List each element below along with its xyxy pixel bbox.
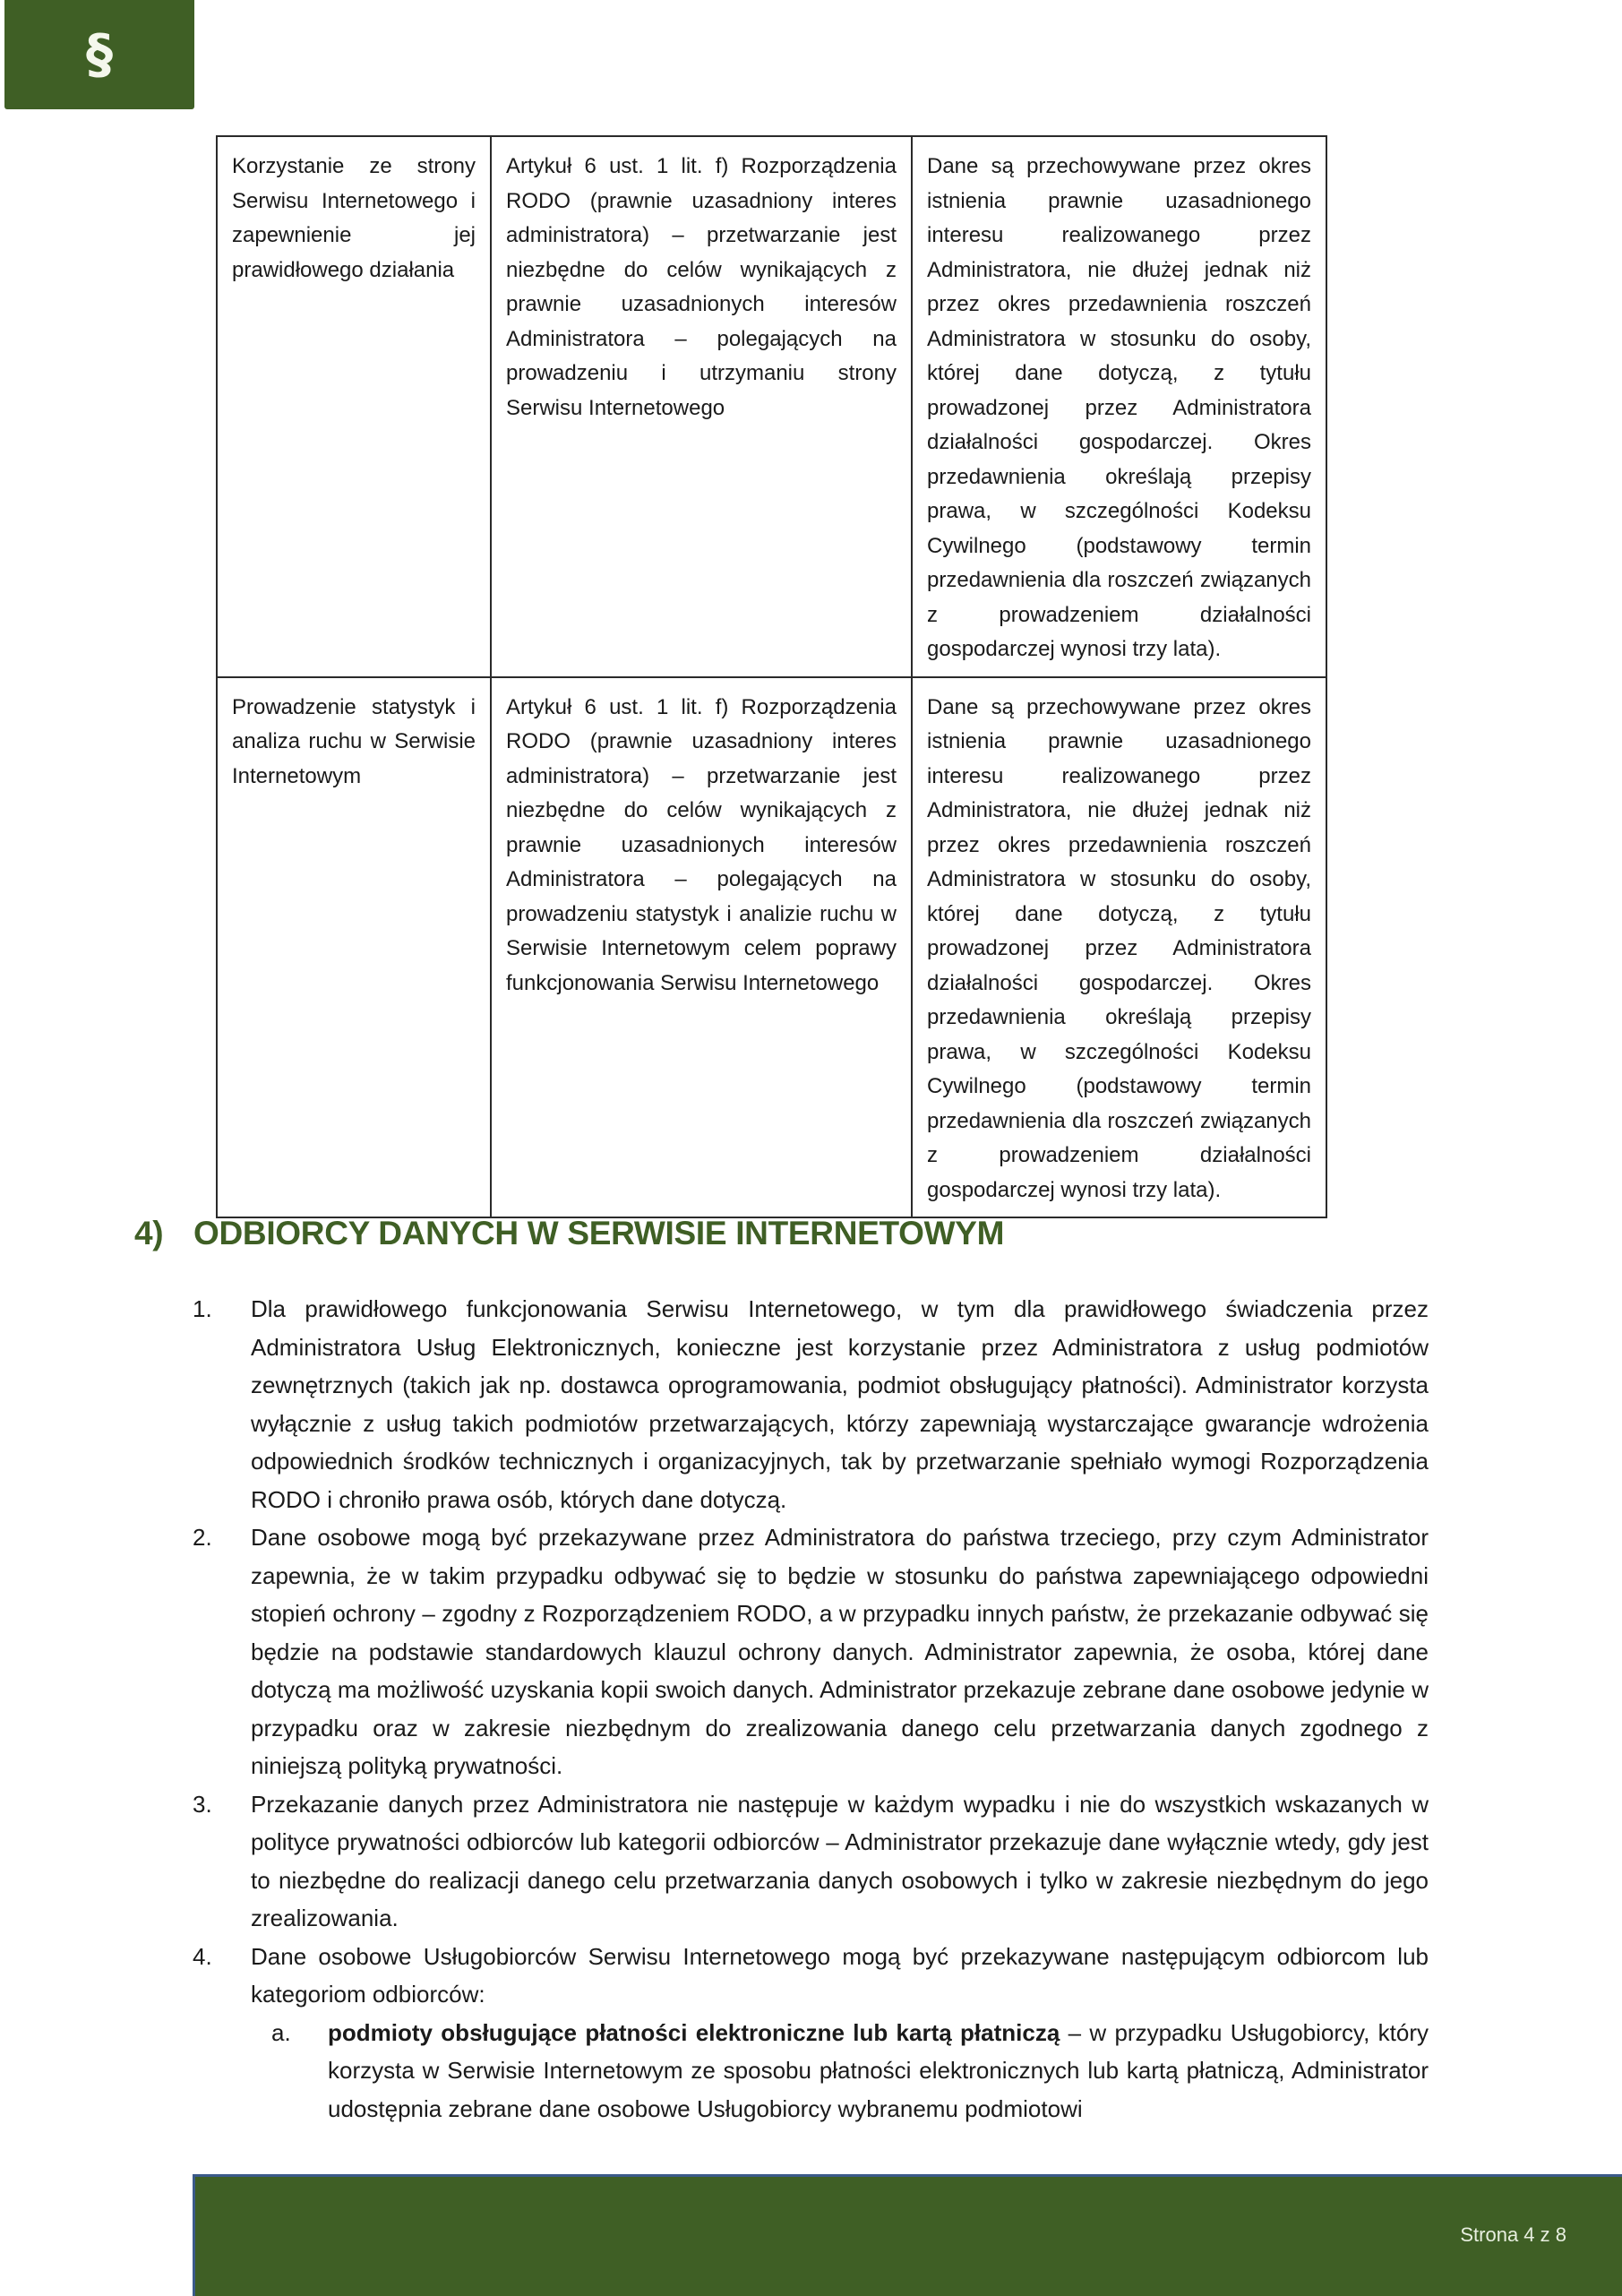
sub-list-marker: a.	[271, 2018, 291, 2046]
list-item	[193, 1938, 1429, 2014]
list-marker: 3.	[193, 1790, 212, 1818]
list-item-text: Dla prawidłowego funkcjonowania Serwisu Internetowego, w tym dla prawidłowego świadczenia przez Administratora Usług Elektronicznych, konieczne jest korzystanie przez Administratora z usług podmiotów zewnętrznych (takich jak np. dostawca oprogramowania, podmiot obsługujący płatności). Administrator korzysta wyłącznie z usług takich podmiotów przetwarzających, którzy zapewniają wystarczające gwarancje wdrożenia odpowiednich środków technicznych i organizacyjnych, tak by przetwarzanie spełniało wymogi Rozporządzenia RODO i chroniło prawa osób, których dane dotyczą.	[251, 1295, 1429, 1513]
processing-purposes-table	[216, 135, 1327, 1218]
list-item	[193, 1290, 1429, 1518]
recipients-list	[193, 1290, 1429, 2128]
section-number: 4)	[134, 1215, 164, 1251]
legal-basis-cell: Artykuł 6 ust. 1 lit. f) Rozporządzenia RODO (prawnie uzasadniony interes administratora) – przetwarzanie jest niezbędne do celów wynikających z prawnie uzasadnionych interesów Administratora – polegających na prowadzeniu statystyk i analizie ruchu w Serwisie Internetowym celem poprawy funkcjonowania Serwisu Internetowego	[491, 677, 912, 1218]
purpose-cell: Prowadzenie statystyk i analiza ruchu w Serwisie Internetowym	[217, 677, 491, 1218]
list-item-text: Dane osobowe mogą być przekazywane przez Administratora do państwa trzeciego, przy czym Administrator zapewnia, że w takim przypadku odbywać się to będzie w stosunku do państwa zapewniającego odpowiedni stopień ochrony – zgodny z Rozporządzeniem RODO, a w przypadku innych państw, że przekazanie odbywać się będzie na podstawie standardowych klauzul ochrony danych. Administrator zapewnia, że osoba, której dane dotyczą ma możliwość uzyskania kopii swoich danych. Administrator przekazuje zebrane dane osobowe jedynie w przypadku oraz w zakresie niezbędnym do zrealizowania danego celu przetwarzania danych zgodnego z niniejszą polityką prywatności.	[251, 1524, 1429, 1779]
sub-list-item-text: – w przypadku Usługobiorcy, który korzysta w Serwisie Internetowym ze sposobu płatności elektronicznych lub kartą płatniczą, Administrator udostępnia zebrane dane osobowe Usługobiorcy wybranemu podmiotowi	[328, 2018, 1429, 2122]
list-marker: 1.	[193, 1295, 212, 1322]
retention-cell: Dane są przechowywane przez okres istnienia prawnie uzasadnionego interesu realizowanego przez Administratora, nie dłużej jednak niż przez okres przedawnienia roszczeń Administratora w stosunku do osoby, której dane dotyczą, z tytułu prowadzonej przez Administratora działalności gospodarczej. Okres przedawnienia określają przepisy prawa, w szczególności Kodeksu Cywilnego (podstawowy termin przedawnienia dla roszczeń związanych z prowadzeniem działalności gospodarczej wynosi trzy lata).	[912, 677, 1326, 1218]
sub-list-item-heading: podmioty obsługujące płatności elektroniczne lub kartą płatniczą	[328, 2018, 1060, 2046]
list-item	[193, 1518, 1429, 1785]
legal-basis-cell: Artykuł 6 ust. 1 lit. f) Rozporządzenia RODO (prawnie uzasadniony interes administratora) – przetwarzanie jest niezbędne do celów wynikających z prawnie uzasadnionych interesów Administratora – polegających na prowadzeniu i utrzymaniu strony Serwisu Internetowego	[491, 136, 912, 677]
page-number: Strona 4 z 8	[1460, 2223, 1566, 2246]
page-footer	[193, 2174, 1622, 2296]
section-heading	[134, 1215, 1004, 1252]
section-title: ODBIORCY DANYCH W SERWISIE INTERNETOWYM	[193, 1215, 1005, 1251]
logo	[4, 0, 194, 109]
retention-cell: Dane są przechowywane przez okres istnienia prawnie uzasadnionego interesu realizowanego przez Administratora, nie dłużej jednak niż przez okres przedawnienia roszczeń Administratora w stosunku do osoby, której dane dotyczą, z tytułu prowadzonej przez Administratora działalności gospodarczej. Okres przedawnienia określają przepisy prawa, w szczególności Kodeksu Cywilnego (podstawowy termin przedawnienia dla roszczeń związanych z prowadzeniem działalności gospodarczej wynosi trzy lata).	[912, 136, 1326, 677]
table-row	[217, 136, 1326, 677]
section-sign-icon: §	[86, 23, 113, 86]
list-item-text: Dane osobowe Usługobiorców Serwisu Internetowego mogą być przekazywane następującym odbiorcom lub kategoriom odbiorców:	[251, 1942, 1429, 2008]
list-item-text: Przekazanie danych przez Administratora nie następuje w każdym wypadku i nie do wszystkich wskazanych w polityce prywatności odbiorców lub kategorii odbiorców – Administrator przekazuje dane wyłącznie wtedy, gdy jest to niezbędne do realizacji danego celu przetwarzania danych osobowych i tylko w zakresie niezbędnym do jego zrealizowania.	[251, 1790, 1429, 1931]
list-marker: 4.	[193, 1942, 212, 1970]
table-row	[217, 677, 1326, 1218]
purpose-cell: Korzystanie ze strony Serwisu Internetowego i zapewnienie jej prawidłowego działania	[217, 136, 491, 677]
list-item	[193, 1785, 1429, 1938]
list-marker: 2.	[193, 1524, 212, 1551]
sub-list-item	[193, 2014, 1429, 2128]
